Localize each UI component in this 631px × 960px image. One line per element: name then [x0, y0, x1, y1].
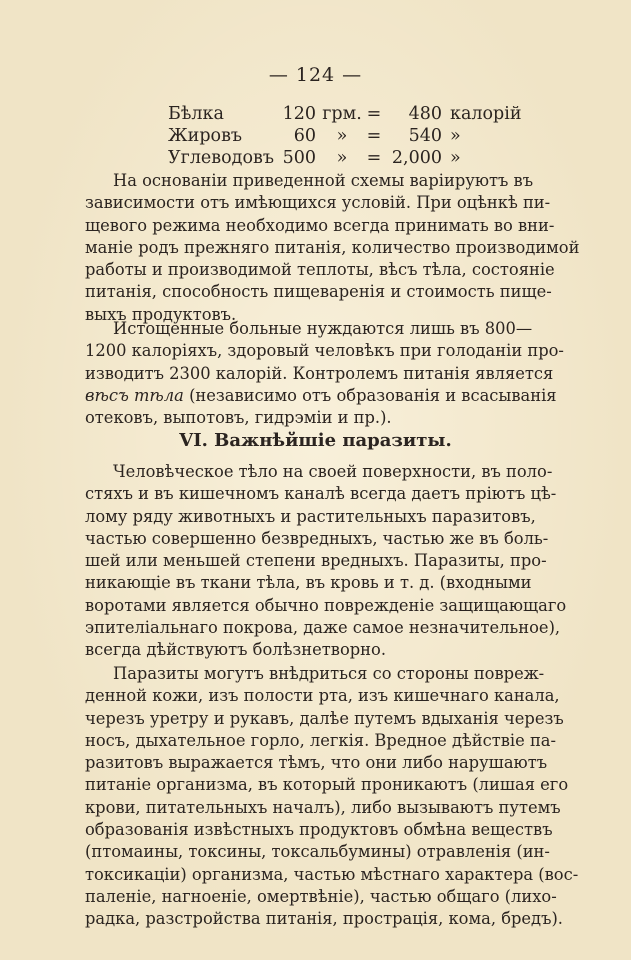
page-number: — 124 — [268, 64, 363, 86]
nutrient-qty: 120 [282, 104, 316, 124]
calories-label: » [450, 126, 461, 146]
text-line: радка, разстройства питанія, прострація, кома, бредъ). [85, 909, 563, 929]
text-line: На основаніи приведенной схемы варіируютъ въ [113, 171, 534, 190]
nutrition-table [168, 103, 522, 169]
text-line: питанія, способность пищеваренія и стоимость пище- [85, 282, 552, 302]
nutrition-row-carbs [168, 147, 522, 169]
text-line: разитовъ выражается тѣмъ, что они либо нарушаютъ [85, 753, 548, 773]
text-line [85, 385, 557, 407]
text-line: никающіе въ ткани тѣла, въ кровь и т. д. (входными [85, 573, 532, 593]
text-line: щевого режима необходимо всегда принимать во вни- [85, 215, 555, 235]
text-line: зависимости отъ имѣющихся условій. При оцѣнкѣ пи- [85, 193, 551, 213]
text-line: питаніе организма, въ который проникаютъ (лишая его [85, 775, 569, 795]
text-line: (птомаины, токсины, токсальбумины) отравленія (ин- [85, 842, 550, 862]
paragraph-3 [85, 461, 567, 662]
nutrient-calories: 2,000 [391, 148, 442, 168]
nutrient-name: Бѣлка [168, 104, 224, 124]
calories-label: калорій [450, 104, 522, 124]
equals-sign: = [366, 126, 382, 146]
text-line: паленіе, нагноеніе, омертвѣніе), частью общаго (лихо- [85, 886, 557, 906]
nutrient-calories: 540 [408, 126, 442, 146]
equals-sign: = [366, 148, 382, 168]
text-line: всегда дѣйствуютъ болѣзнетворно. [85, 640, 386, 660]
text-line: носъ, дыхательное горло, легкія. Вредное дѣйствіе па- [85, 730, 557, 750]
text-line: маніе родъ прежняго питанія, количество производимой [85, 237, 580, 257]
italic-term: вѣсъ тѣла [85, 385, 184, 405]
text-line: эпителіальнаго покрова, даже самое незначительное), [85, 618, 561, 638]
text-line: крови, питательныхъ началъ), либо вызываютъ путемъ [85, 797, 561, 817]
text-line: шей или меньшей степени вредныхъ. Паразиты, про- [85, 551, 547, 571]
nutrient-qty: 500 [282, 148, 316, 168]
text-line: работы и производимой теплоты, вѣсъ тѣла, состояніе [85, 260, 555, 280]
text-line: отековъ, выпотовъ, гидрэміи и пр.). [85, 408, 392, 428]
nutrient-unit: грм. [322, 104, 362, 124]
equals-sign: = [366, 104, 382, 124]
text-line: токсикаціи) организма, частью мѣстнаго характера (вос- [85, 864, 579, 884]
paragraph-4 [85, 663, 579, 931]
text-line: Человѣческое тѣло на своей поверхности, въ поло- [113, 462, 553, 481]
nutrient-qty: 60 [293, 126, 316, 146]
text-line: Паразиты могутъ внѣдриться со стороны повреж- [113, 664, 545, 683]
paragraph-1 [85, 170, 580, 326]
text-line: изводитъ 2300 калорій. Контролемъ питанія является [85, 363, 554, 383]
nutrition-row-protein [168, 103, 522, 125]
paragraph-2 [85, 318, 564, 429]
calories-label: » [450, 148, 461, 168]
nutrition-row-fat [168, 125, 522, 147]
text-line: выхъ продуктовъ. [85, 304, 237, 324]
text-line: черезъ уретру и рукавъ, далѣе путемъ вдыханія черезъ [85, 708, 564, 728]
text-line: стяхъ и въ кишечномъ каналѣ всегда даетъ пріютъ цѣ- [85, 484, 557, 504]
text-line: денной кожи, изъ полости рта, изъ кишечнаго канала, [85, 686, 560, 706]
text-line: 1200 калоріяхъ, здоровый человѣкъ при голоданіи про- [85, 341, 564, 361]
nutrient-name: Жировъ [168, 126, 243, 146]
text-line: частью совершенно безвредныхъ, частью же въ боль- [85, 528, 549, 548]
text-line: Истощенные больные нуждаются лишь въ 800— [113, 319, 533, 338]
nutrient-name: Углеводовъ [168, 148, 274, 168]
section-heading: VI. Важнѣйшіе паразиты. [179, 430, 452, 451]
text-line: воротами является обычно поврежденіе защищающаго [85, 595, 567, 615]
text-fragment: (независимо отъ образованія и всасыванія [189, 385, 557, 405]
nutrient-calories: 480 [408, 104, 442, 124]
nutrient-unit: » [336, 126, 348, 146]
text-line: образованія извѣстныхъ продуктовъ обмѣна веществъ [85, 820, 553, 840]
nutrient-unit: » [336, 148, 348, 168]
text-line: лому ряду животныхъ и растительныхъ паразитовъ, [85, 506, 536, 526]
